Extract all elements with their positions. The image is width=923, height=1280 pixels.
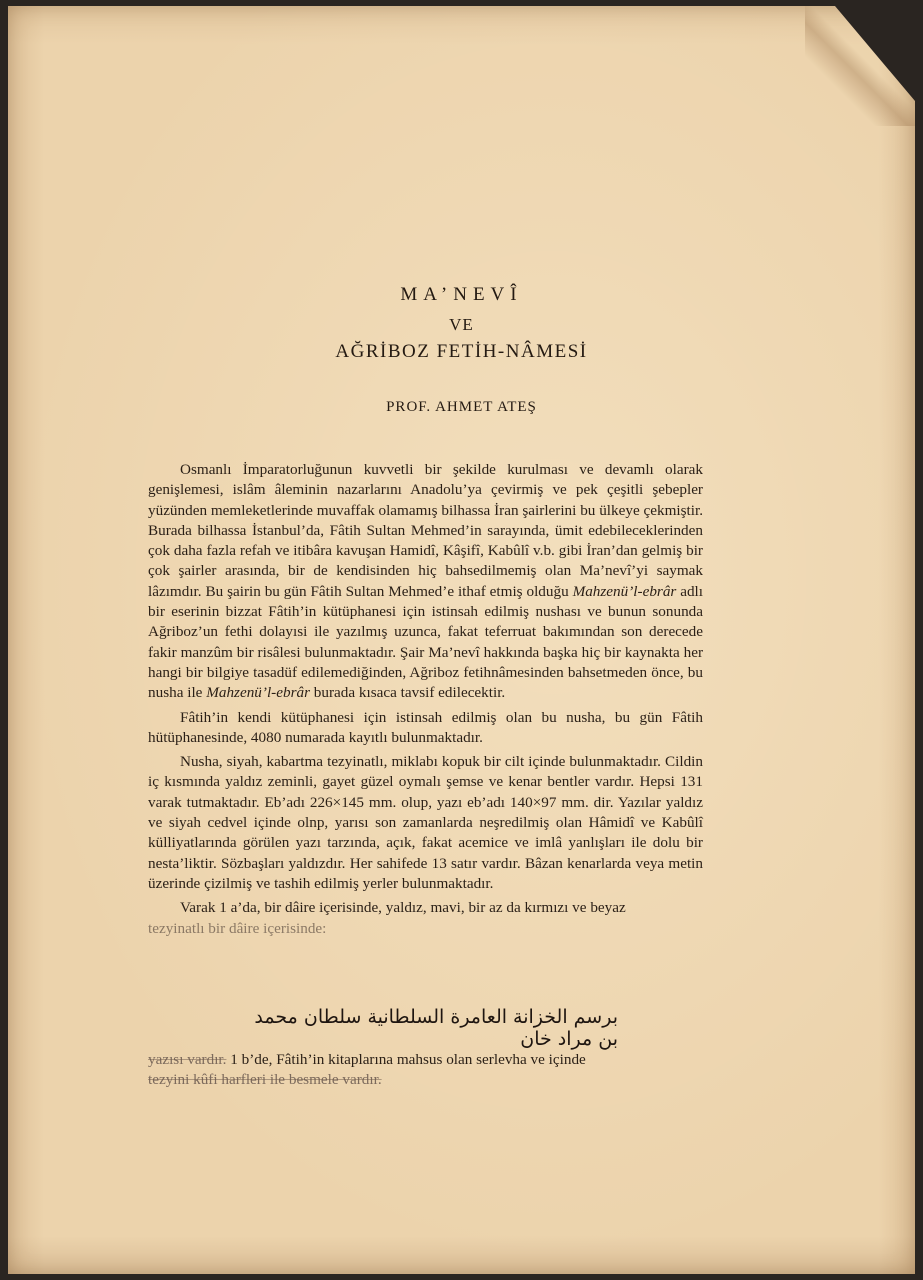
paragraph-2: Fâtih’in kendi kütüphanesi için istinsah edilmiş olan bu nusha, bu gün Fâtih hütüphanesinde, 4080 numarada kayıtlı bulunmaktadır. (148, 708, 703, 746)
smudged-text: yazısı vardır. (148, 1051, 227, 1068)
paragraph-3: Nusha, siyah, kabartma tezyinatlı, miklabı kopuk bir cilt içinde bulunmaktadır. Cildin iç kısmında yaldız zeminli, gayet güzel oymalı şemse ve kenar bentler vardır. Hepsi 131 varak tutmaktadır. Eb’adı 226×145 mm. olup, yazı eb’adı 140×97 mm. dir. Yazılar yaldız ve siyah cedvel içinde olnp, yarısı son zamanlarda neşredilmiş olan Hâmidî ve Kabûlî külliyatlarında görülen yazı tarzında, açık, fakat acemice ve imlâ yanlışları ile dolu bir nesta’liktir. Sözbaşları yaldızdır. Her sahifede 13 satır vardır. Bâzan kenarlarda veya metin üzerinde çizilmiş ve tashih edilmiş yerler bulunmaktadır. (148, 753, 703, 892)
book-page (8, 6, 915, 1274)
book-title-italic-2: Mahzenü’l-ebrâr (206, 684, 310, 702)
paragraph-1-text-c: burada kısaca tavsif edilecektir. (309, 684, 506, 702)
title-line-1: MA’NEVÎ (400, 284, 523, 305)
paragraph-4-cont: tezyinatlı bir dâire içerisinde: (148, 919, 327, 937)
bottom-line-1-text: 1 b’de, Fâtih’in kitaplarına mahsus olan serlevha ve içinde (226, 1051, 586, 1068)
bottom-line-1 (148, 1051, 703, 1069)
paragraph-4-line-a: Varak 1 a’da, bir dâire içerisinde, yaldız, mavi, bir az da kırmızı ve beyaz (180, 899, 626, 917)
paragraph-1-text-a: Osmanlı İmparatorluğunun kuvvetli bir şekilde kurulması ve devamlı olarak genişlemesi, islâm âleminin nazarlarını Anadolu’ya çevirmiş ve pek çeşitli şebepler yüzünden memleketlerinde muvaffak olamamış bilhassa İran şairlerini bu ülkeye çekmiştir. Burada bilhassa İstanbul’da, Fâtih Sultan Mehmed’in sarayında, ümit edebileceklerinden çok daha fazla refah ve itibâra kavuşan Hamidî, Kâşifî, Kabûlî v.b. gibi İran’dan gelmiş bir çok şairler arasında, bir de kendisinden hiç bahsedilmemiş olan Ma’nevî’yi saymak lâzımdır. Bu şairin bu gün Fâtih Sultan Mehmed’e ithaf etmiş olduğu (148, 461, 703, 600)
paragraph-1-text-b: adlı bir eserinin bizzat Fâtih’in kütüphanesi için istinsah edilmiş nushası ve bunun sonunda Ağriboz’un fethi dolayısi ile yazılmış uzunca, fakat teferruat bakımından son derecede fakir manzûm bir risâlesi bulunmaktadır. Şair Ma’nevî hakkında başka hiç bir kaynakta her hangi bir bilgiye tasadüf edilemediğinden, Ağriboz fetihnâmesinden bahsetmeden önce, bu nusha ile (148, 582, 703, 702)
paragraph-4 (148, 898, 703, 918)
title-line-2: VE (449, 315, 474, 334)
paragraph-1 (148, 460, 703, 704)
arabic-inscription: برسم الخزانة العامرة السلطانية سلطان محمد بن مراد خان (254, 1006, 618, 1050)
author-name: PROF. AHMET ATEŞ (386, 399, 537, 415)
book-title-italic: Mahzenü’l-ebrâr (572, 582, 677, 600)
title-line-3: AĞRİBOZ FETİH-NÂMESİ (335, 341, 588, 362)
torn-page-corner (835, 6, 915, 101)
article-body (148, 460, 703, 943)
bottom-line-2: tezyini kûfi harfleri ile besmele vardır. (148, 1071, 382, 1088)
